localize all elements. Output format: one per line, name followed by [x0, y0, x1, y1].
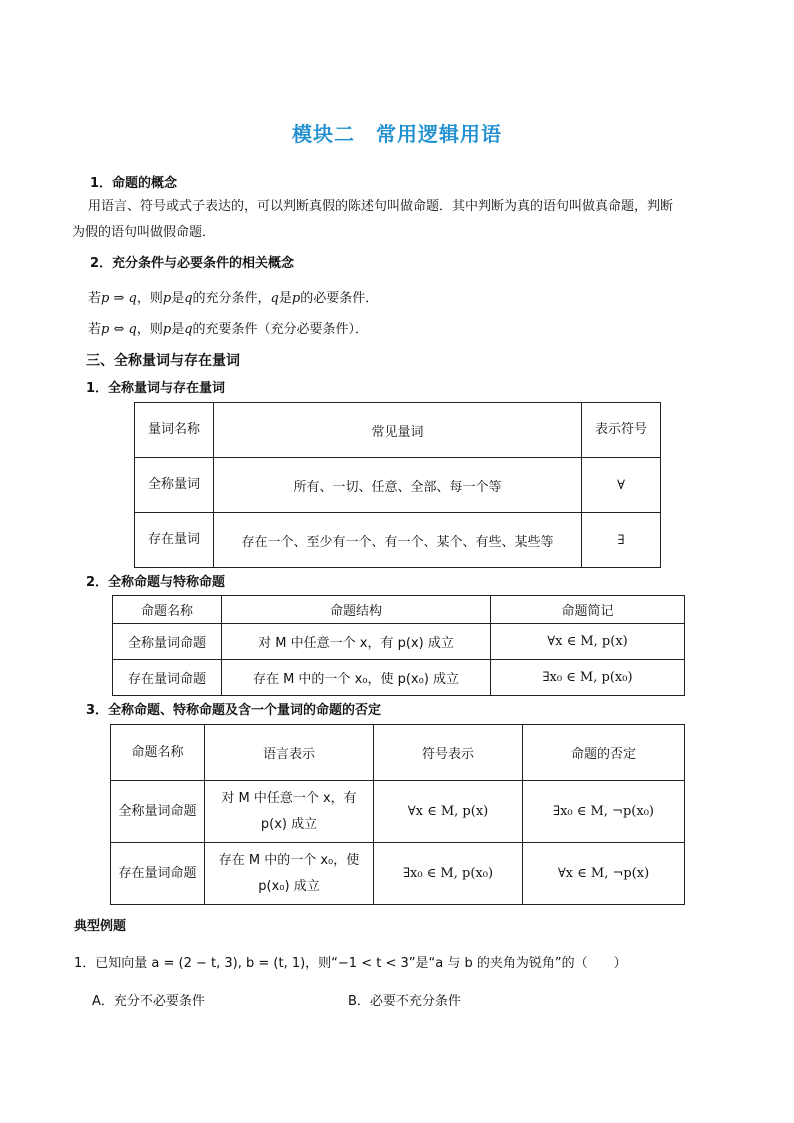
text: 的充分条件， — [192, 291, 271, 306]
table-header-cell: 命题简记 — [491, 596, 685, 624]
paragraph-line: 用语言、符号或式子表达的，可以判断真假的陈述句叫做命题．其中判断为真的语句叫做真命题，判断 — [88, 199, 674, 214]
examples-heading: 典型例题 — [74, 919, 127, 934]
table-header-cell: 命题名称 — [113, 596, 222, 624]
table-cell: 存在 M 中的一个 x₀，使 p(x₀) 成立 — [205, 843, 374, 905]
quantifier-table — [134, 402, 661, 568]
option-b: B．必要不充分条件 — [348, 994, 461, 1009]
table-header-cell: 命题名称 — [111, 725, 205, 781]
implies-symbol: ⇒ — [109, 291, 129, 306]
table-cell: 对 M 中任意一个 x，有 p(x) 成立 — [205, 781, 374, 843]
text: 若 — [88, 322, 102, 337]
table-cell: 存在量词命题 — [111, 843, 205, 905]
subsection-heading-1: 1．全称量词与存在量词 — [86, 381, 226, 396]
math-var: q — [128, 291, 137, 306]
math-var: q — [270, 291, 279, 306]
text: 的必要条件． — [300, 291, 379, 306]
iff-symbol: ⇔ — [109, 322, 129, 337]
table-cell: ∀x ∈ M, p(x) — [491, 624, 685, 660]
table-cell: 对 M 中任意一个 x，有 p(x) 成立 — [222, 624, 491, 660]
table-header-cell: 语言表示 — [205, 725, 374, 781]
table-cell: ∃x₀ ∈ M, ¬p(x₀) — [523, 781, 685, 843]
table-header-cell: 量词名称 — [135, 403, 214, 458]
table-cell: 全称量词命题 — [111, 781, 205, 843]
table-cell: ∀x ∈ M, p(x) — [374, 781, 523, 843]
table-header-cell: 命题的否定 — [523, 725, 685, 781]
table-cell: 所有、一切、任意、全部、每一个等 — [214, 458, 582, 513]
text: ，则 — [136, 291, 163, 306]
table-cell: 存在量词命题 — [113, 660, 222, 696]
table-row — [113, 660, 685, 696]
text: 若 — [88, 291, 102, 306]
math-var: p — [101, 322, 110, 337]
table-cell: ∃x₀ ∈ M, p(x₀) — [491, 660, 685, 696]
table-cell: 全称量词命题 — [113, 624, 222, 660]
math-var: q — [184, 291, 193, 306]
table-row — [135, 458, 661, 513]
table-cell: 存在一个、至少有一个、有一个、某个、有些、某些等 — [214, 513, 582, 568]
negation-table — [110, 724, 685, 905]
page-title: 模块二 常用逻辑用语 — [292, 122, 502, 146]
option-a: A．充分不必要条件 — [92, 994, 205, 1009]
table-row — [111, 843, 685, 905]
condition-line-sufficient — [88, 287, 378, 306]
math-var: p — [291, 291, 301, 306]
proposition-table — [112, 595, 685, 696]
section-heading-3: 三、全称量词与存在量词 — [86, 353, 240, 369]
table-row — [135, 513, 661, 568]
table-row — [111, 781, 685, 843]
forall-symbol: ∀ — [582, 458, 661, 513]
math-var: q — [128, 322, 137, 337]
subsection-heading-3: 3．全称命题、特称命题及含一个量词的命题的否定 — [86, 703, 382, 718]
section-heading-1: 1．命题的概念 — [90, 176, 178, 191]
table-header-cell: 命题结构 — [222, 596, 491, 624]
paragraph-line: 为假的语句叫做假命题． — [72, 225, 216, 240]
table-cell: ∀x ∈ M, ¬p(x) — [523, 843, 685, 905]
table-cell: ∃x₀ ∈ M, p(x₀) — [374, 843, 523, 905]
table-header-cell: 符号表示 — [374, 725, 523, 781]
text: 的充要条件（充分必要条件）． — [192, 322, 369, 337]
question-1: 1．已知向量 a = (2 − t, 3), b = (t, 1)，则“−1 < t < 3”是“a 与 b 的夹角为锐角”的（ ） — [74, 956, 627, 971]
exists-symbol: ∃ — [582, 513, 661, 568]
text: 是 — [278, 291, 292, 306]
table-header-cell: 表示符号 — [582, 403, 661, 458]
table-header-cell: 常见量词 — [214, 403, 582, 458]
text: 是 — [171, 291, 185, 306]
table-cell: 全称量词 — [135, 458, 214, 513]
math-var: p — [162, 291, 172, 306]
math-var: p — [162, 322, 172, 337]
section-heading-2: 2．充分条件与必要条件的相关概念 — [90, 256, 295, 271]
condition-line-equivalent — [88, 318, 368, 337]
math-var: p — [101, 291, 110, 306]
math-var: q — [184, 322, 193, 337]
table-cell: 存在 M 中的一个 x₀，使 p(x₀) 成立 — [222, 660, 491, 696]
text: 是 — [171, 322, 185, 337]
table-row — [113, 624, 685, 660]
table-cell: 存在量词 — [135, 513, 214, 568]
subsection-heading-2: 2．全称命题与特称命题 — [86, 575, 226, 590]
text: ，则 — [136, 322, 163, 337]
